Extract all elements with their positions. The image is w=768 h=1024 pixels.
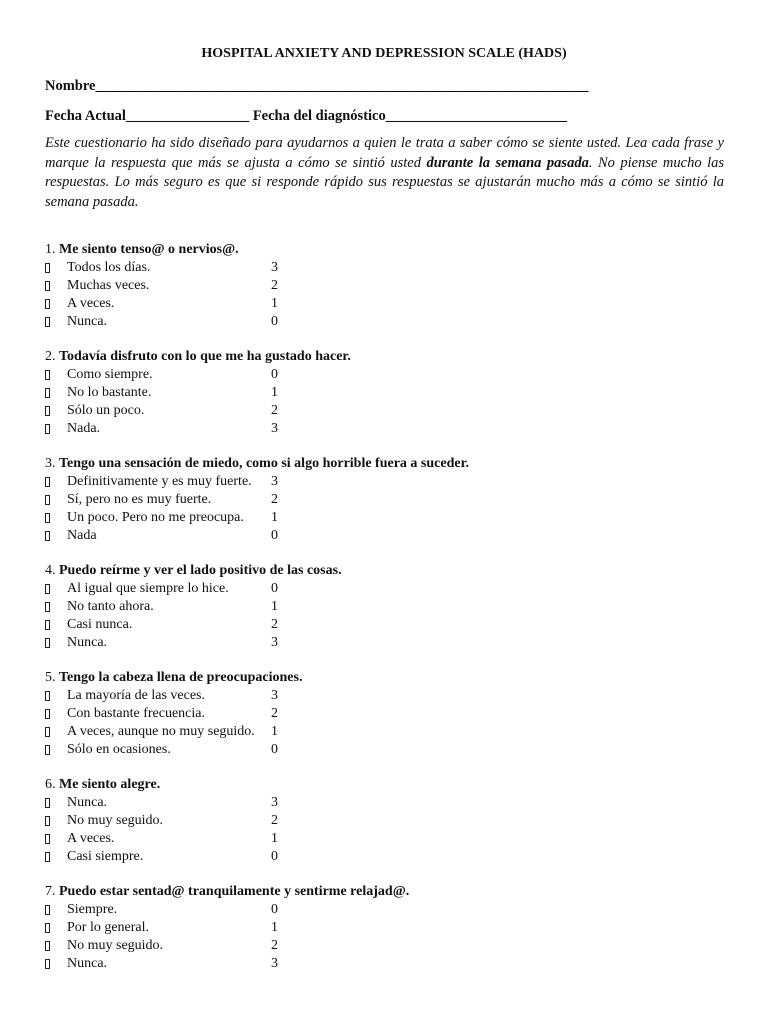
option-label: Nunca.: [67, 795, 108, 810]
question-number: 4.: [45, 563, 56, 578]
option-score: 1: [271, 919, 278, 935]
answer-option[interactable]: [45, 277, 645, 295]
checkbox-icon[interactable]: [45, 691, 50, 701]
answer-option[interactable]: [45, 420, 645, 438]
question-3: [45, 455, 645, 545]
checkbox-icon[interactable]: [45, 852, 50, 862]
question-text: Puedo reírme y ver el lado positivo de las cosas.: [59, 563, 342, 578]
answer-option[interactable]: [45, 402, 645, 420]
option-score: 2: [271, 616, 278, 632]
question-7: [45, 883, 645, 973]
option-score: 3: [271, 474, 278, 489]
checkbox-icon[interactable]: [45, 495, 50, 505]
option-score: 0: [271, 902, 278, 917]
question-text: Todavía disfruto con lo que me ha gustado hacer.: [59, 349, 351, 364]
option-score: 0: [271, 581, 278, 596]
option-score: 3: [271, 688, 278, 703]
option-label: Sólo un poco.: [67, 402, 145, 418]
option-score: 0: [271, 313, 278, 329]
instructions-text-2: . No piense mucho las respuestas. Lo más seguro es que si responde rápido sus respuestas se ajustarán mucho más a cómo se sintió la semana pasada.: [45, 154, 724, 210]
checkbox-icon[interactable]: [45, 834, 50, 844]
answer-option[interactable]: [45, 598, 645, 616]
answer-option[interactable]: [45, 634, 645, 652]
option-label: No muy seguido.: [67, 937, 164, 953]
answer-option[interactable]: [45, 723, 645, 741]
checkbox-icon[interactable]: [45, 513, 50, 523]
option-label: Nada.: [67, 420, 101, 436]
question-text: Tengo la cabeza llena de preocupaciones.: [59, 670, 303, 685]
answer-option[interactable]: [45, 687, 645, 705]
option-score: 2: [271, 812, 278, 828]
answer-option[interactable]: [45, 313, 645, 331]
answer-option[interactable]: [45, 366, 645, 384]
option-label: Nada: [67, 527, 97, 543]
question-heading: [45, 562, 645, 580]
option-label: La mayoría de las veces.: [67, 688, 205, 703]
option-label: Por lo general.: [67, 919, 150, 935]
option-label: Definitivamente y es muy fuerte.: [67, 474, 252, 489]
option-label: Casi siempre.: [67, 848, 144, 864]
checkbox-icon[interactable]: [45, 727, 50, 737]
question-text: Puedo estar sentad@ tranquilamente y sentirme relajad@.: [59, 884, 410, 899]
answer-option[interactable]: [45, 812, 645, 830]
question-number: 6.: [45, 777, 56, 792]
option-score: 1: [271, 830, 278, 846]
checkbox-icon[interactable]: [45, 602, 50, 612]
option-label: Sí, pero no es muy fuerte.: [67, 491, 212, 507]
option-score: 0: [271, 848, 278, 864]
answer-option[interactable]: [45, 259, 645, 277]
option-score: 1: [271, 509, 278, 525]
instructions-emphasis: durante la semana pasada: [426, 154, 589, 171]
checkbox-icon[interactable]: [45, 388, 50, 398]
option-label: Muchas veces.: [67, 277, 150, 293]
checkbox-icon[interactable]: [45, 424, 50, 434]
option-label: Nunca.: [67, 634, 108, 650]
checkbox-icon[interactable]: [45, 317, 50, 327]
checkbox-icon[interactable]: [45, 281, 50, 291]
option-label: Nunca.: [67, 955, 108, 971]
option-score: 2: [271, 402, 278, 418]
answer-option[interactable]: [45, 491, 645, 509]
answer-option[interactable]: [45, 527, 645, 545]
question-number: 3.: [45, 456, 56, 471]
question-number: 5.: [45, 670, 56, 685]
question-heading: [45, 241, 645, 259]
option-label: A veces, aunque no muy seguido.: [67, 723, 255, 739]
question-number: 7.: [45, 884, 56, 899]
option-score: 3: [271, 795, 278, 810]
checkbox-icon[interactable]: [45, 923, 50, 933]
answer-option[interactable]: [45, 384, 645, 402]
checkbox-icon[interactable]: [45, 584, 50, 594]
option-label: Como siempre.: [67, 367, 153, 382]
answer-option[interactable]: [45, 473, 645, 491]
question-text: Me siento alegre.: [59, 777, 161, 792]
answer-option[interactable]: [45, 848, 645, 866]
date-fields[interactable]: Fecha Actual_________________ Fecha del diagnóstico_________________________: [45, 108, 567, 124]
option-label: Casi nunca.: [67, 616, 133, 632]
option-label: Todos los días.: [67, 260, 151, 275]
option-score: 0: [271, 741, 278, 757]
option-label: Al igual que siempre lo hice.: [67, 581, 229, 596]
option-score: 0: [271, 367, 278, 382]
checkbox-icon[interactable]: [45, 263, 50, 273]
option-label: Siempre.: [67, 902, 118, 917]
option-score: 1: [271, 723, 278, 739]
question-text: Me siento tenso@ o nervios@.: [59, 242, 239, 257]
checkbox-icon[interactable]: [45, 531, 50, 541]
option-label: No lo bastante.: [67, 384, 152, 400]
checkbox-icon[interactable]: [45, 620, 50, 630]
answer-option[interactable]: [45, 919, 645, 937]
question-2: [45, 348, 645, 438]
option-label: No tanto ahora.: [67, 598, 154, 614]
checkbox-icon[interactable]: [45, 709, 50, 719]
option-score: 1: [271, 598, 278, 614]
question-number: 1.: [45, 242, 56, 257]
question-heading: [45, 669, 645, 687]
option-score: 1: [271, 384, 278, 400]
answer-option[interactable]: [45, 830, 645, 848]
option-score: 2: [271, 491, 278, 507]
answer-option[interactable]: [45, 794, 645, 812]
option-score: 2: [271, 705, 278, 721]
question-heading: [45, 348, 645, 366]
option-label: A veces.: [67, 830, 115, 846]
instructions-text-1: Este cuestionario ha sido diseñado para ayudarnos a quien le trata a saber cómo se siente usted. Lea cada frase y marque la respuesta que más se ajusta a cómo se sintió usted: [45, 135, 724, 171]
checkbox-icon[interactable]: [45, 638, 50, 648]
checkbox-icon[interactable]: [45, 905, 50, 915]
answer-option[interactable]: [45, 741, 645, 759]
answer-option[interactable]: [45, 937, 645, 955]
question-heading: [45, 776, 645, 794]
option-score: 3: [271, 260, 278, 275]
question-heading: [45, 883, 645, 901]
option-label: Un poco. Pero no me preocupa.: [67, 509, 244, 525]
answer-option[interactable]: [45, 955, 645, 973]
question-6: [45, 776, 645, 866]
answer-option[interactable]: [45, 295, 645, 313]
checkbox-icon[interactable]: [45, 816, 50, 826]
answer-option[interactable]: [45, 580, 645, 598]
checkbox-icon[interactable]: [45, 798, 50, 808]
question-heading: [45, 455, 645, 473]
option-label: Nunca.: [67, 313, 108, 329]
option-label: A veces.: [67, 295, 115, 311]
question-number: 2.: [45, 349, 56, 364]
option-score: 0: [271, 527, 278, 543]
document-title: HOSPITAL ANXIETY AND DEPRESSION SCALE (HADS): [201, 46, 567, 61]
instructions-paragraph: [45, 134, 724, 212]
answer-option[interactable]: [45, 901, 645, 919]
option-label: Sólo en ocasiones.: [67, 741, 171, 757]
option-score: 2: [271, 277, 278, 293]
checkbox-icon[interactable]: [45, 745, 50, 755]
option-score: 1: [271, 295, 278, 311]
answer-option[interactable]: [45, 509, 645, 527]
option-score: 2: [271, 937, 278, 953]
checkbox-icon[interactable]: [45, 959, 50, 969]
checkbox-icon[interactable]: [45, 941, 50, 951]
checkbox-icon[interactable]: [45, 477, 50, 487]
option-score: 3: [271, 955, 278, 971]
checkbox-icon[interactable]: [45, 299, 50, 309]
answer-option[interactable]: [45, 705, 645, 723]
question-1: [45, 241, 645, 331]
answer-option[interactable]: [45, 616, 645, 634]
checkbox-icon[interactable]: [45, 370, 50, 380]
option-score: 3: [271, 634, 278, 650]
checkbox-icon[interactable]: [45, 406, 50, 416]
question-4: [45, 562, 645, 652]
question-5: [45, 669, 645, 759]
option-label: No muy seguido.: [67, 812, 164, 828]
question-text: Tengo una sensación de miedo, como si algo horrible fuera a suceder.: [59, 456, 470, 471]
name-field[interactable]: Nombre____________________________________________________________________: [45, 78, 589, 94]
option-label: Con bastante frecuencia.: [67, 705, 205, 721]
option-score: 3: [271, 420, 278, 436]
